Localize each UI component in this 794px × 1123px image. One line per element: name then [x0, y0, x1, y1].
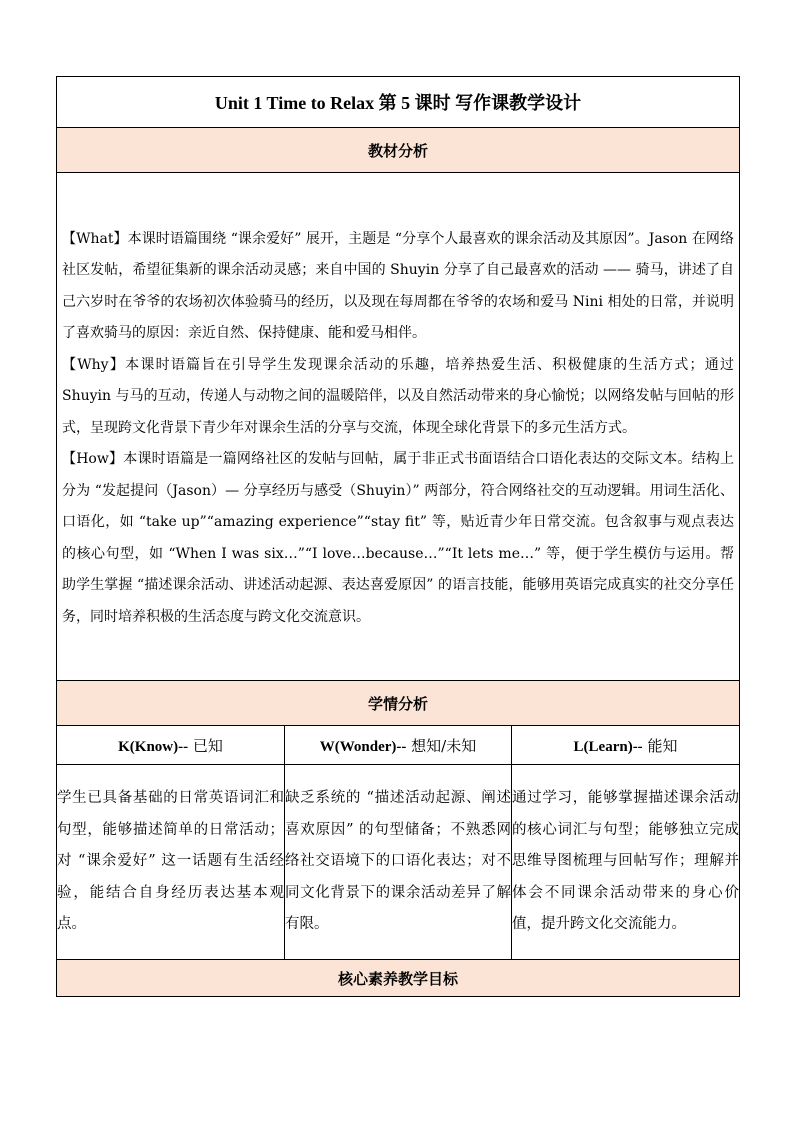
why-tag: 【Why】 — [62, 356, 126, 373]
kwl-know-header — [57, 726, 285, 765]
material-analysis-heading: 教材分析 — [57, 128, 740, 173]
kwl-wonder-header — [285, 726, 512, 765]
learn-cn: 能知 — [642, 736, 678, 755]
what-text: 本课时语篇围绕 “课余爱好” 展开，主题是 “分享个人最喜欢的课余活动及其原因”。Jason 在网络社区发帖，希望征集新的课余活动灵感；来自中国的 Shuyin 分享了自己最喜欢的活动 —— 骑马，讲述了自己六岁时在爷爷的农场初次体验骑马的经历，以及现在每周都在爷爷的农场和爱马 Nini 相处的日常，并说明了喜欢骑马的原因：亲近自然、保持健康、能和爱马相伴。 — [62, 230, 735, 342]
lesson-plan-table — [56, 76, 740, 997]
how-paragraph — [62, 444, 734, 633]
know-label: K(Know)-- — [118, 738, 189, 755]
wonder-label: W(Wonder)-- — [319, 738, 407, 755]
document-title: Unit 1 Time to Relax 第 5 课时 写作课教学设计 — [57, 77, 740, 128]
wonder-cn: 想知/未知 — [406, 736, 477, 755]
what-tag: 【What】 — [62, 230, 128, 247]
kwl-learn-cell: 通过学习，能够掌握描述课余活动的核心词汇与句型；能够独立完成思维导图梳理与回帖写作；理解并体会不同课余活动带来的身心价值，提升跨文化交流能力。 — [512, 765, 740, 960]
how-tag: 【How】 — [62, 451, 124, 468]
learn-label: L(Learn)-- — [573, 738, 643, 755]
how-text: 本课时语篇是一篇网络社区的发帖与回帖，属于非正式书面语结合口语化表达的交际文本。结构上分为 “发起提问（Jason）— 分享经历与感受（Shuyin）” 两部分，符合网络社交的互动逻辑。用词生活化、口语化，如 “take up”“amazing experience”“stay fit” 等，贴近青少年日常交流。包含叙事与观点表达的核心句型，如 “When I was six…”“I love…because…”“It lets me…” 等，便于学生模仿与运用。帮助学生掌握 “描述课余活动、讲述活动起源、表达喜爱原因” 的语言技能，能够用英语完成真实的社交分享任务，同时培养积极的生活态度与跨文化交流意识。 — [62, 451, 735, 625]
kwl-wonder-cell: 缺乏系统的 “描述活动起源、阐述喜欢原因” 的句型储备；不熟悉网络社交语境下的口语化表达；对不同文化背景下的课余活动差异了解有限。 — [285, 765, 512, 960]
kwl-learn-header — [512, 726, 740, 765]
why-paragraph — [62, 350, 734, 445]
learner-analysis-heading: 学情分析 — [57, 681, 740, 726]
kwl-know-cell: 学生已具备基础的日常英语词汇和句型，能够描述简单的日常活动；对 “课余爱好” 这一话题有生活经验，能结合自身经历表达基本观点。 — [57, 765, 285, 960]
material-analysis-cell — [57, 173, 740, 681]
why-text: 本课时语篇旨在引导学生发现课余活动的乐趣，培养热爱生活、积极健康的生活方式；通过 Shuyin 与马的互动，传递人与动物之间的温暖陪伴，以及自然活动带来的身心愉悦；以网络发帖与回帖的形式，呈现跨文化背景下青少年对课余生活的分享与交流，体现全球化背景下的多元生活方式。 — [62, 356, 735, 436]
what-paragraph — [62, 224, 734, 350]
teaching-goals-heading: 核心素养教学目标 — [57, 960, 740, 997]
know-cn: 已知 — [188, 736, 223, 755]
